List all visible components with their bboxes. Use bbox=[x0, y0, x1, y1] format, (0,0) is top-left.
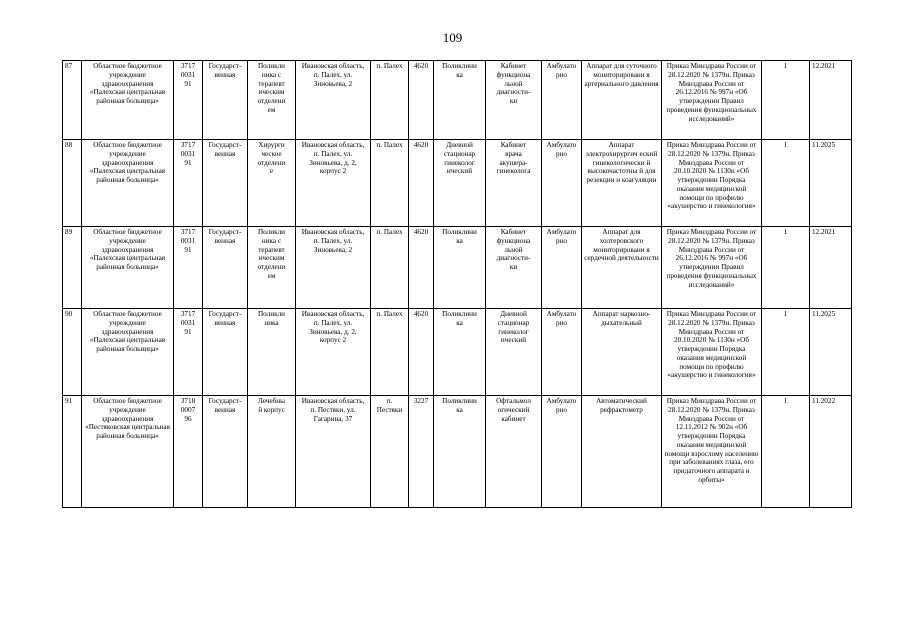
ownership-cell: Государст- венная bbox=[203, 140, 248, 227]
department-cell: Поликли ника с терапевт ическим отделени ем bbox=[248, 227, 296, 309]
unit-type-cell: Поликлини ка bbox=[434, 61, 486, 140]
care-form-cell: Амбулато рно bbox=[542, 396, 582, 508]
code-cell: 3717 0031 91 bbox=[174, 140, 203, 227]
cabinet-cell: Кабинет функциона льной диагности- ки bbox=[486, 227, 542, 309]
care-form-cell: Амбулато рно bbox=[542, 227, 582, 309]
row-number: 89 bbox=[63, 227, 82, 309]
locality-cell: п. Палех bbox=[371, 61, 409, 140]
department-cell: Поликли ника с терапевт ическим отделени ем bbox=[248, 61, 296, 140]
quantity-cell: 1 bbox=[762, 61, 810, 140]
population-cell: 4620 bbox=[409, 227, 434, 309]
locality-cell: п. Пестяки bbox=[371, 396, 409, 508]
organization-cell: Областное бюджетное учреждение здравоохранения «Палехская центральная районная больница» bbox=[82, 227, 174, 309]
ownership-cell: Государст- венная bbox=[203, 227, 248, 309]
cabinet-cell: Дневной стационар гинеколог ический bbox=[486, 309, 542, 396]
address-cell: Ивановская область, п. Палех, ул. Зиновьева, 2 bbox=[296, 227, 371, 309]
table-row bbox=[63, 61, 852, 140]
row-number: 88 bbox=[63, 140, 82, 227]
equipment-cell: Аппарат наркозно-дыхательный bbox=[582, 309, 662, 396]
row-number: 90 bbox=[63, 309, 82, 396]
date-cell: 11.2025 bbox=[810, 309, 852, 396]
code-cell: 3717 0031 91 bbox=[174, 309, 203, 396]
table-row bbox=[63, 309, 852, 396]
code-cell: 3717 0031 91 bbox=[174, 61, 203, 140]
unit-type-cell: Дневной стационар гинеколог ический bbox=[434, 140, 486, 227]
table-row bbox=[63, 396, 852, 508]
equipment-cell: Аппарат электрохирургич еский гинекологически й высокочастотны й для резекции и коагуляции bbox=[582, 140, 662, 227]
quantity-cell: 1 bbox=[762, 227, 810, 309]
organization-cell: Областное бюджетное учреждение здравоохранения «Пестяковская центральная районная больница» bbox=[82, 396, 174, 508]
address-cell: Ивановская область, п. Палех, ул. Зиновьева, 2 bbox=[296, 61, 371, 140]
unit-type-cell: Поликлини ка bbox=[434, 396, 486, 508]
order-cell: Приказ Минздрава России от 28.12.2020 № 1379н. Приказ Минздрава России от 12.11.2012 № 902н «Об утверждении Порядка оказания медицинской помощи взрослому населению при заболеваниях глаза, его придаточного аппарата и орбиты» bbox=[662, 396, 762, 508]
cabinet-cell: Кабинет функциона льной диагности- ки bbox=[486, 61, 542, 140]
quantity-cell: 1 bbox=[762, 309, 810, 396]
ownership-cell: Государст- венная bbox=[203, 396, 248, 508]
equipment-cell: Аппарат для суточного мониторировани я артериального давления bbox=[582, 61, 662, 140]
locality-cell: п. Палех bbox=[371, 309, 409, 396]
ownership-cell: Государст- венная bbox=[203, 309, 248, 396]
equipment-registry-table bbox=[62, 60, 852, 508]
care-form-cell: Амбулато рно bbox=[542, 61, 582, 140]
equipment-cell: Аппарат для холтеровского мониторировани я сердечной деятельности bbox=[582, 227, 662, 309]
cabinet-cell: Офтальмол огический кабинет bbox=[486, 396, 542, 508]
date-cell: 12.2021 bbox=[810, 61, 852, 140]
order-cell: Приказ Минздрава России от 28.12.2020 № 1379н. Приказ Минздрава России от 26.12.2016 № 997н «Об утверждении Правил проведения функциональных исследований» bbox=[662, 227, 762, 309]
quantity-cell: 1 bbox=[762, 396, 810, 508]
locality-cell: п. Палех bbox=[371, 140, 409, 227]
table-row bbox=[63, 140, 852, 227]
page-number: 109 bbox=[442, 30, 463, 45]
code-cell: 3717 0031 91 bbox=[174, 227, 203, 309]
care-form-cell: Амбулато рно bbox=[542, 309, 582, 396]
department-cell: Поликли ника bbox=[248, 309, 296, 396]
table-row bbox=[63, 227, 852, 309]
department-cell: Лечебны й корпус bbox=[248, 396, 296, 508]
quantity-cell: 1 bbox=[762, 140, 810, 227]
row-number: 87 bbox=[63, 61, 82, 140]
population-cell: 4620 bbox=[409, 309, 434, 396]
ownership-cell: Государст- венная bbox=[203, 61, 248, 140]
care-form-cell: Амбулато рно bbox=[542, 140, 582, 227]
organization-cell: Областное бюджетное учреждение здравоохранения «Палехская центральная районная больница» bbox=[82, 309, 174, 396]
organization-cell: Областное бюджетное учреждение здравоохранения «Палехская центральная районная больница» bbox=[82, 140, 174, 227]
date-cell: 12.2021 bbox=[810, 227, 852, 309]
order-cell: Приказ Минздрава России от 28.12.2020 № 1379н. Приказ Минздрава России от 26.12.2016 № 997н «Об утверждении Правил проведения функциональных исследований» bbox=[662, 61, 762, 140]
address-cell: Ивановская область, п. Пестяки, ул. Гагарина, 37 bbox=[296, 396, 371, 508]
organization-cell: Областное бюджетное учреждение здравоохранения «Палехская центральная районная больница» bbox=[82, 61, 174, 140]
row-number: 91 bbox=[63, 396, 82, 508]
locality-cell: п. Палех bbox=[371, 227, 409, 309]
cabinet-cell: Кабинет врача акушера- гинеколога bbox=[486, 140, 542, 227]
address-cell: Ивановская область, п. Палех, ул. Зиновьева, д. 2, корпус 2 bbox=[296, 140, 371, 227]
department-cell: Хирурги ческое отделени е bbox=[248, 140, 296, 227]
date-cell: 11.2022 bbox=[810, 396, 852, 508]
address-cell: Ивановская область, п. Палех, ул. Зиновьева, д. 2, корпус 2 bbox=[296, 309, 371, 396]
date-cell: 11.2025 bbox=[810, 140, 852, 227]
unit-type-cell: Поликлини ка bbox=[434, 227, 486, 309]
population-cell: 4620 bbox=[409, 61, 434, 140]
table-body bbox=[63, 61, 852, 508]
code-cell: 3718 0007 96 bbox=[174, 396, 203, 508]
population-cell: 4620 bbox=[409, 140, 434, 227]
order-cell: Приказ Минздрава России от 28.12.2020 № 1379н. Приказ Минздрава России от 20.10.2020 № 1130н «Об утверждении Порядка оказания медицинской помощи по профилю «акушерство и гинекология» bbox=[662, 140, 762, 227]
equipment-cell: Автоматический рефрактометр bbox=[582, 396, 662, 508]
population-cell: 3227 bbox=[409, 396, 434, 508]
order-cell: Приказ Минздрава России от 28.12.2020 № 1379н. Приказ Минздрава России от 20.10.2020 № 1130н «Об утверждении Порядка оказания медицинской помощи по профилю «акушерство и гинекология» bbox=[662, 309, 762, 396]
unit-type-cell: Поликлини ка bbox=[434, 309, 486, 396]
